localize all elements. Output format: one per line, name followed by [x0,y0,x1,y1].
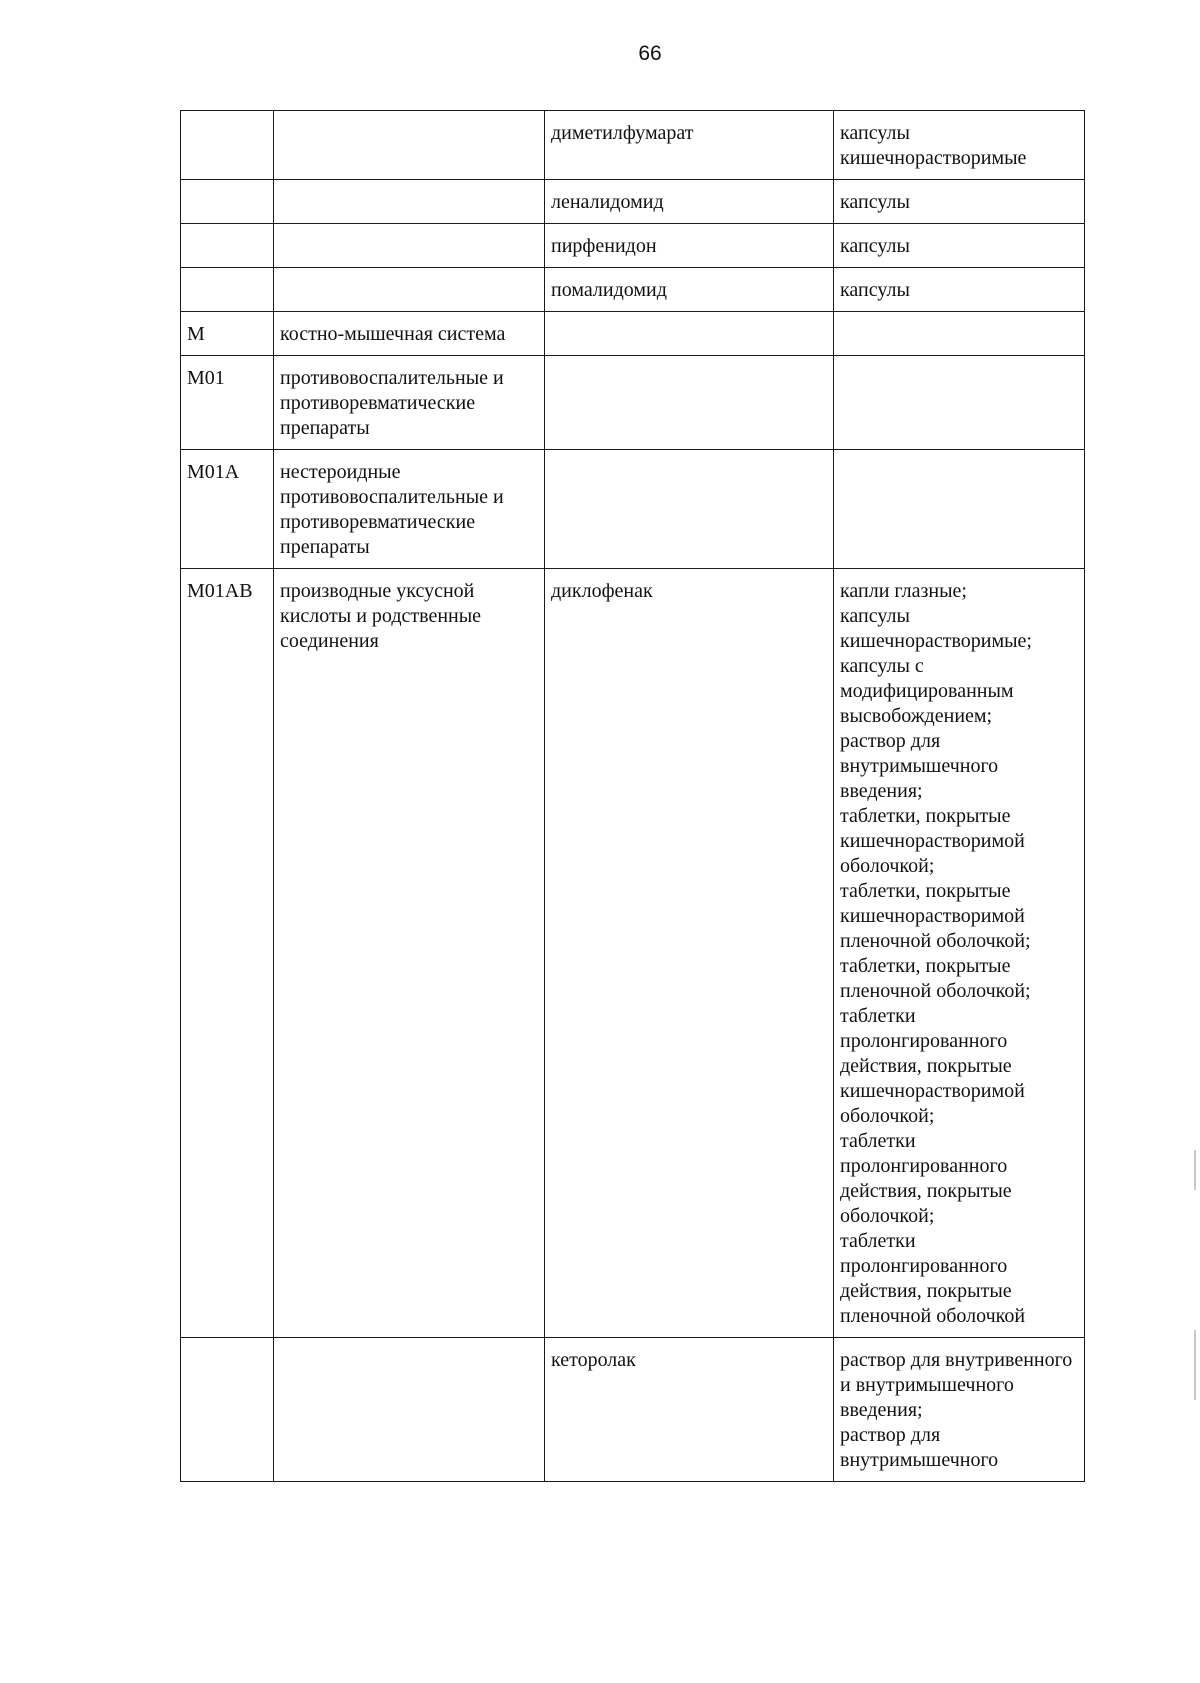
anatomical-group-cell: производные уксусной кислоты и родственные соединения [274,569,545,1338]
drug-name-cell [545,450,834,569]
anatomical-group-cell [274,268,545,312]
drug-name-cell: помалидомид [545,268,834,312]
dosage-form: капсулы [840,235,910,257]
atc-code-cell [181,180,274,224]
dosage-form: капсулы с модифицированным высвобождением; [840,655,1014,727]
dosage-forms-cell [834,450,1085,569]
atc-code-cell: M01 [181,356,274,450]
dosage-form: раствор для внутримышечного [840,1424,999,1471]
dosage-forms-cell [834,224,1085,268]
dosage-form: капсулы [840,191,910,213]
anatomical-group-cell: противовоспалительные и противоревматические препараты [274,356,545,450]
dosage-forms-cell [834,569,1085,1338]
anatomical-group-cell [274,1338,545,1482]
atc-code-cell [181,1338,274,1482]
drug-name-cell [545,356,834,450]
dosage-form: капсулы кишечнорастворимые [840,122,1027,169]
table-row [181,268,1085,312]
dosage-form: раствор для внутримышечного введения; [840,730,999,802]
drug-name-cell: диметилфумарат [545,111,834,180]
table-row [181,569,1085,1338]
atc-code-cell [181,224,274,268]
anatomical-group-cell: костно-мышечная система [274,312,545,356]
atc-code-cell: M01A [181,450,274,569]
dosage-form: капсулы кишечнорастворимые; [840,605,1032,652]
table-row [181,180,1085,224]
dosage-forms-cell [834,312,1085,356]
table-body [181,111,1085,1482]
anatomical-group-cell [274,111,545,180]
drug-name-cell: пирфенидон [545,224,834,268]
drug-name-cell: диклофенак [545,569,834,1338]
drug-table [180,110,1085,1482]
dosage-forms-cell [834,268,1085,312]
atc-code-cell [181,111,274,180]
table-row [181,1338,1085,1482]
page-number: 66 [638,42,662,65]
atc-code-cell: M01AB [181,569,274,1338]
anatomical-group-cell [274,224,545,268]
anatomical-group-cell [274,180,545,224]
drug-name-cell: леналидомид [545,180,834,224]
dosage-form: таблетки, покрытые пленочной оболочкой; [840,955,1031,1002]
dosage-forms-cell [834,356,1085,450]
dosage-form: таблетки пролонгированного действия, покрытые пленочной оболочкой [840,1230,1026,1327]
scan-edge-mark [1194,1150,1196,1190]
dosage-form: капсулы [840,279,910,301]
scan-edge-mark [1194,1330,1196,1400]
dosage-form: раствор для внутривенного и внутримышечного введения; [840,1349,1073,1421]
atc-code-cell [181,268,274,312]
table-row [181,356,1085,450]
table-row [181,450,1085,569]
atc-code-cell: M [181,312,274,356]
anatomical-group-cell: нестероидные противовоспалительные и противоревматические препараты [274,450,545,569]
dosage-form: таблетки, покрытые кишечнорастворимой оболочкой; [840,805,1025,877]
table-row [181,224,1085,268]
dosage-form: капли глазные; [840,580,967,602]
dosage-forms-cell [834,180,1085,224]
table-row [181,312,1085,356]
dosage-forms-cell [834,1338,1085,1482]
dosage-forms-cell [834,111,1085,180]
drug-name-cell [545,312,834,356]
dosage-form: таблетки, покрытые кишечнорастворимой пленочной оболочкой; [840,880,1031,952]
dosage-form: таблетки пролонгированного действия, покрытые оболочкой; [840,1130,1012,1227]
table-row [181,111,1085,180]
dosage-form: таблетки пролонгированного действия, покрытые кишечнорастворимой оболочкой; [840,1005,1025,1127]
drug-name-cell: кеторолак [545,1338,834,1482]
